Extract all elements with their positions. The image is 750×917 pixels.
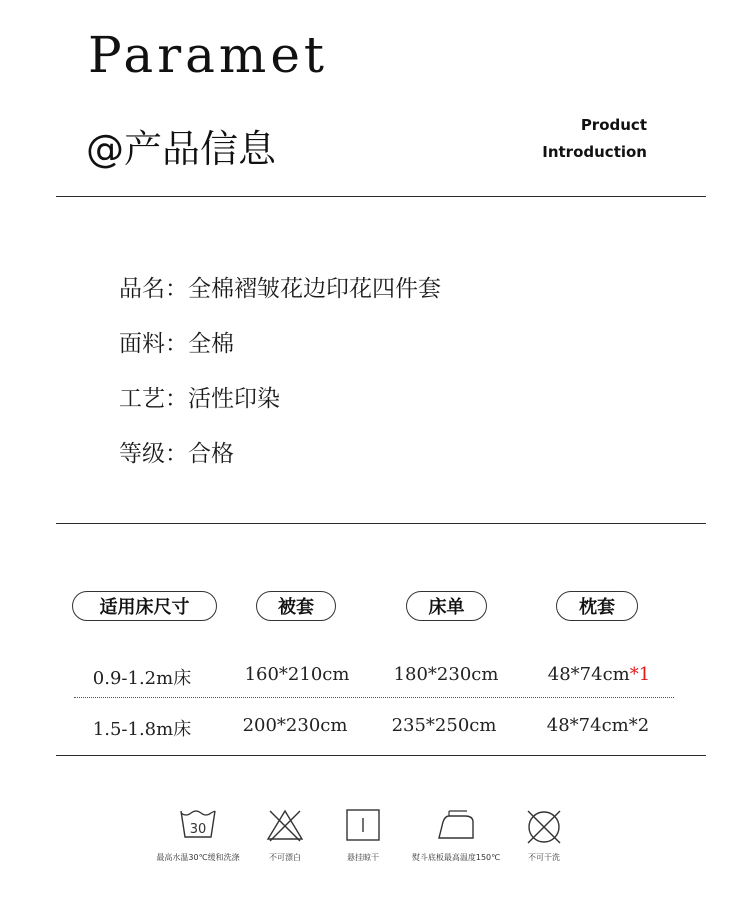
care-label: 最高水温30℃缓和洗涤 — [156, 853, 240, 862]
care-label: 不可漂白 — [269, 853, 301, 862]
section-title: @产品信息 — [86, 127, 277, 171]
info-row-fabric — [119, 325, 441, 380]
header-bed-size: 适用床尺寸 — [72, 591, 217, 621]
care-label: 不可干洗 — [528, 853, 560, 862]
info-label: 工艺： — [119, 386, 188, 412]
pillow-count: *2 — [628, 715, 650, 736]
info-label: 等级： — [119, 441, 188, 467]
cell-bed: 0.9-1.2m床 — [92, 668, 192, 689]
info-value: 活性印染 — [188, 386, 280, 412]
no-dryclean-icon — [524, 808, 564, 846]
cell-duvet: 200*230cm — [242, 715, 348, 736]
pillow-count: *1 — [629, 664, 651, 685]
product-info — [119, 270, 441, 490]
header-sheet: 床单 — [406, 591, 487, 621]
care-label: 熨斗底板最高温度150℃ — [411, 853, 501, 862]
row-separator — [74, 697, 674, 698]
iron-icon — [435, 808, 477, 842]
info-value: 合格 — [188, 441, 234, 467]
divider-top — [56, 196, 706, 197]
wash-temp: 30 — [189, 822, 207, 837]
no-bleach-icon — [265, 808, 305, 842]
section-title-en — [542, 112, 647, 166]
section-title-en-line2: Introduction — [542, 143, 647, 161]
divider-middle — [56, 523, 706, 524]
cell-duvet: 160*210cm — [244, 664, 350, 685]
cell-pillow — [508, 715, 688, 736]
header-pillow: 枕套 — [556, 591, 638, 621]
info-row-process — [119, 380, 441, 435]
cell-pillow — [509, 664, 689, 685]
wash-30-icon — [178, 808, 218, 842]
divider-bottom — [56, 755, 706, 756]
info-value: 全棉褶皱花边印花四件套 — [188, 276, 441, 302]
pillow-size: 48*74cm — [546, 715, 629, 736]
info-row-grade — [119, 435, 441, 490]
cell-sheet: 180*230cm — [393, 664, 499, 685]
hang-dry-icon — [343, 808, 383, 842]
care-item-no-dryclean — [489, 808, 599, 863]
cell-sheet: 235*250cm — [391, 715, 497, 736]
info-row-name — [119, 270, 441, 325]
brand-logo: Paramet — [88, 26, 329, 84]
info-value: 全棉 — [188, 331, 234, 357]
info-label: 面料： — [119, 331, 188, 357]
cell-bed: 1.5-1.8m床 — [92, 719, 192, 740]
pillow-size: 48*74cm — [547, 664, 630, 685]
info-label: 品名： — [119, 276, 188, 302]
care-label: 悬挂晾干 — [347, 853, 379, 862]
section-title-en-line1: Product — [580, 116, 647, 134]
header-duvet: 被套 — [256, 591, 336, 621]
